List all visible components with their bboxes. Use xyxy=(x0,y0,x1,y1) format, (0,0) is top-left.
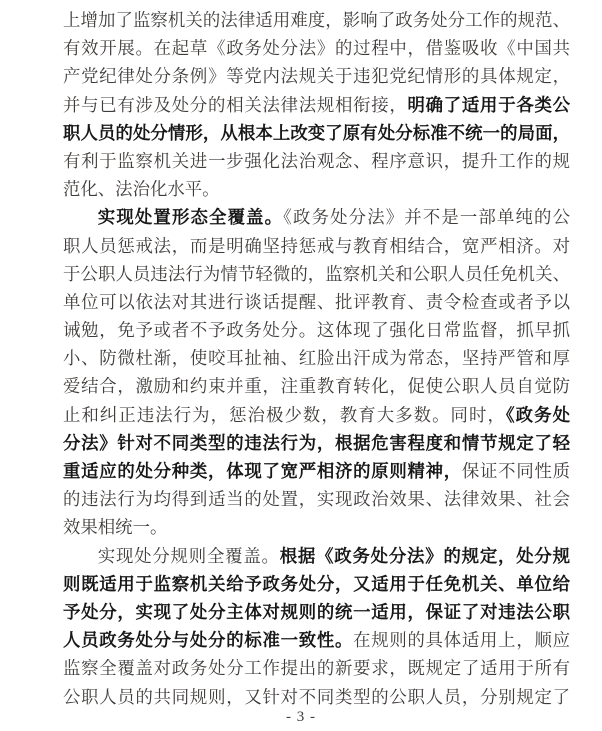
text-line xyxy=(63,91,570,119)
text-run: 并与已有涉及处分的相关法律法规相衔接， xyxy=(63,94,408,115)
text-run: 监察全覆盖对政务处分工作提出的新要求，既规定了适用于所有 xyxy=(63,658,570,679)
text-line xyxy=(63,485,570,513)
emphasis-text-run: 职人员的处分情形，从根本上改变了原有处分标准不统一的局面， xyxy=(63,122,570,143)
text-line xyxy=(63,175,570,203)
text-line xyxy=(63,203,570,231)
text-line xyxy=(63,429,570,457)
text-run: 公职人员的共同规则，又针对不同类型的公职人员，分别规定了 xyxy=(63,686,570,707)
emphasis-text-run: 重适应的处分种类，体现了宽严相济的原则精神， xyxy=(63,461,462,481)
text-run: 于公职人员违法行为情节轻微的，监察机关和公职人员任免机关、 xyxy=(63,263,570,284)
paragraph xyxy=(63,203,570,541)
text-run: 产党纪律处分条例》等党内法规关于违犯党纪情形的具体规定， xyxy=(63,66,570,87)
text-run: 爱结合，激励和约束并重，注重教育转化，促使公职人员自觉防 xyxy=(63,376,570,397)
text-run: 保证不同性质 xyxy=(461,461,570,481)
text-run: 实现处分规则全覆盖。 xyxy=(97,545,280,566)
text-line xyxy=(63,372,570,400)
text-line xyxy=(63,6,570,34)
text-line xyxy=(63,147,570,175)
text-run: 效果相统一。 xyxy=(63,517,168,538)
text-line xyxy=(63,316,570,344)
text-run: 在规则的具体适用上，顺应 xyxy=(353,630,570,651)
emphasis-text-run: 则既适用于监察机关给予政务处分，又适用于任免机关、单位给 xyxy=(63,573,570,594)
paragraph xyxy=(63,542,570,711)
text-run: 单位可以依法对其进行谈话提醒、批评教育、责令检查或者予以 xyxy=(63,291,570,312)
text-run: 上增加了监察机关的法律适用难度，影响了政务处分工作的规范、 xyxy=(63,10,570,30)
text-run: 职人员惩戒法，而是明确坚持惩戒与教育相结合，宽严相济。对 xyxy=(63,235,570,256)
text-run: 有利于监察机关进一步强化法治观念、程序意识，提升工作的规 xyxy=(63,150,570,171)
emphasis-text-run: 根据《政务处分法》的规定，处分规 xyxy=(279,545,570,566)
text-line xyxy=(63,626,570,654)
text-run: 的违法行为均得到适当的处置，实现政治效果、法律效果、社会 xyxy=(63,489,570,510)
emphasis-text-run: 人员政务处分与处分的标准一致性。 xyxy=(63,630,354,651)
text-line xyxy=(63,260,570,288)
emphasis-text-run: 实现处置形态全覆盖。 xyxy=(97,207,284,228)
text-line xyxy=(63,62,570,90)
text-line xyxy=(63,570,570,598)
emphasis-text-run: 予处分，实现了处分主体对规则的统一适用，保证了对违法公职 xyxy=(63,601,570,622)
text-line xyxy=(63,401,570,429)
emphasis-text-run: 明确了适用于各类公 xyxy=(407,94,570,115)
text-run: 诫勉，免予或者不予政务处分。这体现了强化日常监督，抓早抓 xyxy=(63,320,570,341)
text-line xyxy=(63,598,570,626)
text-line xyxy=(63,542,570,570)
text-run: 有效开展。在起草《政务处分法》的过程中，借鉴吸收《中国共 xyxy=(63,38,570,59)
text-line xyxy=(63,119,570,147)
text-line xyxy=(63,654,570,682)
text-run: 止和纠正违法行为，惩治极少数，教育大多数。同时， xyxy=(63,404,506,425)
text-line xyxy=(63,513,570,541)
page-number: - 3 - xyxy=(286,709,316,725)
text-line xyxy=(63,457,570,485)
text-line xyxy=(63,34,570,62)
text-line xyxy=(63,288,570,316)
paragraph xyxy=(63,6,570,203)
text-run: 范化、法治化水平。 xyxy=(63,179,220,200)
text-line xyxy=(63,232,570,260)
emphasis-text-run: 分法》针对不同类型的违法行为，根据危害程度和情节规定了轻 xyxy=(63,432,570,453)
document-text xyxy=(63,6,570,711)
emphasis-text-run: 《政务处 xyxy=(505,404,570,425)
text-line xyxy=(63,683,570,711)
text-line xyxy=(63,344,570,372)
text-run: 《政务处分法》并不是一部单纯的公 xyxy=(283,207,570,228)
text-run: 小、防微杜渐，使咬耳扯袖、红脸出汗成为常态，坚持严管和厚 xyxy=(63,348,570,369)
